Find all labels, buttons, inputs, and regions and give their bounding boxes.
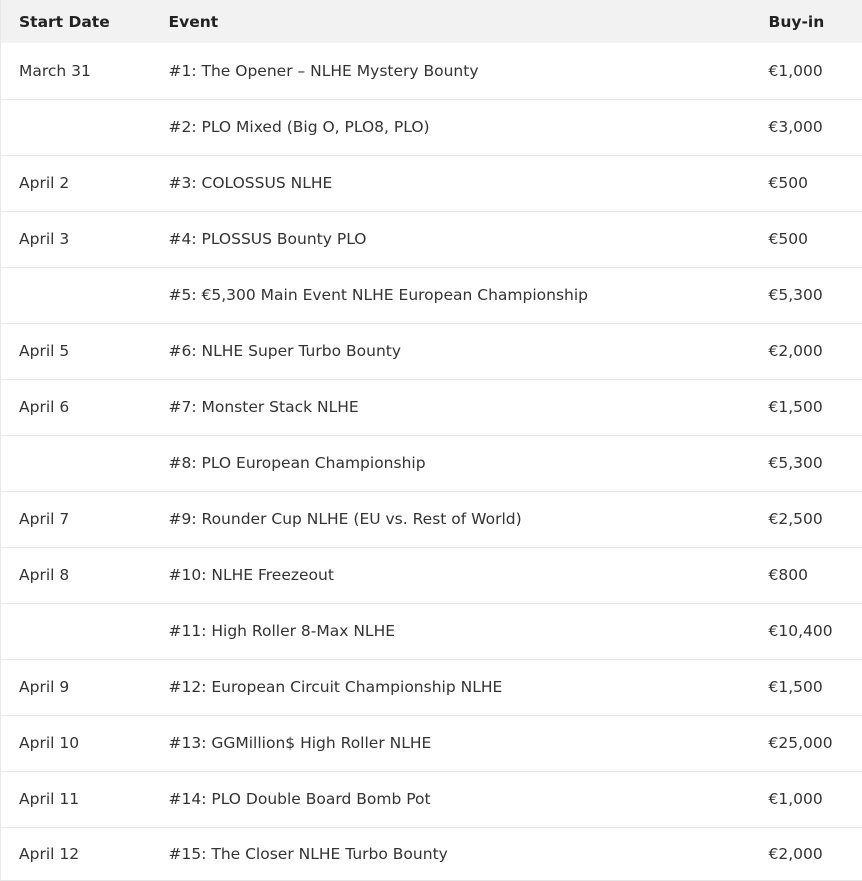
- start-date-cell: April 8: [19, 566, 70, 584]
- event-cell: #2: PLO Mixed (Big O, PLO8, PLO): [168, 118, 430, 136]
- table-row: [1, 155, 862, 211]
- buy-in-cell: €5,300: [768, 454, 823, 472]
- event-cell: #12: European Circuit Championship NLHE: [168, 678, 503, 696]
- table-row: [1, 267, 862, 323]
- buy-in-cell: €10,400: [768, 622, 833, 640]
- start-date-cell: April 7: [19, 510, 70, 528]
- table-row: [1, 715, 862, 771]
- event-cell: #14: PLO Double Board Bomb Pot: [168, 790, 431, 808]
- event-cell: #10: NLHE Freezeout: [168, 566, 334, 584]
- header-buy-in: Buy-in: [768, 12, 825, 31]
- buy-in-cell: €500: [768, 174, 808, 192]
- table-body: [1, 43, 862, 880]
- start-date-cell: April 12: [19, 844, 80, 863]
- event-cell: #13: GGMillion$ High Roller NLHE: [168, 734, 432, 752]
- table-row: [1, 603, 862, 659]
- buy-in-cell: €1,500: [768, 678, 823, 696]
- event-cell: #7: Monster Stack NLHE: [168, 398, 359, 416]
- start-date-cell: April 6: [19, 398, 70, 416]
- event-cell: #3: COLOSSUS NLHE: [168, 174, 333, 192]
- start-date-cell: April 10: [19, 734, 80, 752]
- header-event: Event: [168, 12, 219, 31]
- start-date-cell: [1, 99, 151, 155]
- start-date-cell: March 31: [19, 61, 91, 80]
- table-row: [1, 323, 862, 379]
- table-row: [1, 211, 862, 267]
- buy-in-cell: €5,300: [768, 286, 823, 304]
- start-date-cell: April 9: [19, 678, 70, 696]
- buy-in-cell: €1,000: [768, 790, 823, 808]
- start-date-cell: April 5: [19, 342, 70, 360]
- buy-in-cell: €1,500: [768, 398, 823, 416]
- buy-in-cell: €25,000: [768, 734, 833, 752]
- event-cell: #8: PLO European Championship: [168, 454, 426, 472]
- table-row: [1, 379, 862, 435]
- start-date-cell: [1, 267, 151, 323]
- buy-in-cell: €500: [768, 230, 808, 248]
- buy-in-cell: €3,000: [768, 118, 823, 136]
- start-date-cell: April 2: [19, 174, 70, 192]
- start-date-cell: [1, 603, 151, 659]
- event-cell: #11: High Roller 8-Max NLHE: [168, 622, 396, 640]
- table-row: [1, 659, 862, 715]
- table-row: [1, 827, 862, 880]
- event-cell: #5: €5,300 Main Event NLHE European Championship: [168, 286, 589, 304]
- header-start-date: Start Date: [19, 12, 110, 31]
- start-date-cell: [1, 435, 151, 491]
- buy-in-cell: €1,000: [768, 61, 823, 80]
- table-row: [1, 491, 862, 547]
- event-cell: #4: PLOSSUS Bounty PLO: [168, 230, 367, 248]
- buy-in-cell: €2,000: [768, 844, 823, 863]
- table-row: [1, 435, 862, 491]
- event-cell: #1: The Opener – NLHE Mystery Bounty: [168, 61, 479, 80]
- buy-in-cell: €2,000: [768, 342, 823, 360]
- start-date-cell: April 3: [19, 230, 70, 248]
- event-cell: #6: NLHE Super Turbo Bounty: [168, 342, 402, 360]
- header-row: [1, 0, 862, 43]
- table-header: [1, 0, 862, 43]
- buy-in-cell: €800: [768, 566, 808, 584]
- event-cell: #9: Rounder Cup NLHE (EU vs. Rest of World): [168, 510, 522, 528]
- table-row: [1, 43, 862, 99]
- buy-in-cell: €2,500: [768, 510, 823, 528]
- table-row: [1, 99, 862, 155]
- event-cell: #15: The Closer NLHE Turbo Bounty: [168, 844, 448, 863]
- table-row: [1, 771, 862, 827]
- start-date-cell: April 11: [19, 790, 80, 808]
- table-row: [1, 547, 862, 603]
